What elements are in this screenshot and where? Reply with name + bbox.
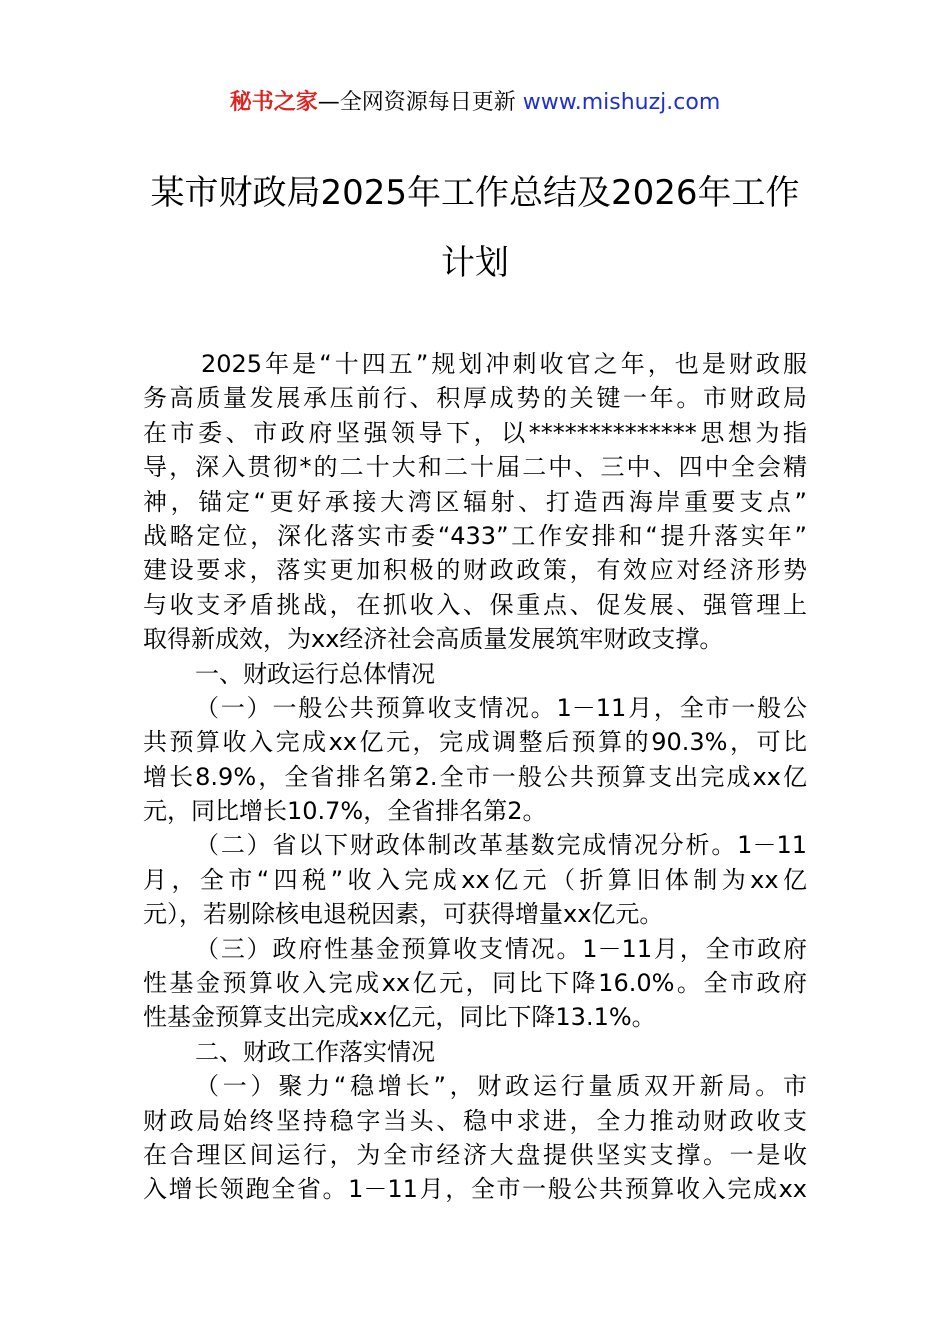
paragraph-line: 元，同比增长10.7%，全省排名第2。 bbox=[143, 797, 547, 826]
title-line-1: 某市财政局2025年工作总结及2026年工作 bbox=[150, 173, 800, 213]
document-title bbox=[120, 158, 830, 298]
site-header bbox=[0, 86, 950, 120]
paragraph-line: 月，全市“四税”收入完成xx亿元（折算旧体制为xx亿 bbox=[143, 865, 807, 894]
paragraph-line: 战略定位，深化落实市委“433”工作安排和“提升落实年” bbox=[143, 521, 807, 550]
paragraph-line: 增长8.9%，全省排名第2.全市一般公共预算支出完成xx亿 bbox=[143, 762, 807, 791]
paragraph-line: 建设要求，落实更加积极的财政政策，有效应对经济形势 bbox=[143, 556, 807, 585]
paragraph-line: 导，深入贯彻*的二十大和二十届二中、三中、四中全会精 bbox=[143, 453, 807, 482]
section-heading: 一、财政运行总体情况 bbox=[195, 659, 435, 688]
paragraph-line: 神，锚定“更好承接大湾区辐射、打造西海岸重要支点” bbox=[143, 487, 807, 516]
paragraph-line: （三）政府性基金预算收支情况。1－11月，全市政府 bbox=[195, 934, 807, 963]
paragraph-line: 在市委、市政府坚强领导下，以**************思想为指 bbox=[143, 418, 807, 447]
paragraph-line: 在合理区间运行，为全市经济大盘提供坚实支撑。一是收 bbox=[143, 1140, 807, 1169]
paragraph-line: （一）聚力“稳增长”，财政运行量质双开新局。市 bbox=[195, 1072, 807, 1101]
paragraph-line: 财政局始终坚持稳字当头、稳中求进，全力推动财政收支 bbox=[143, 1106, 807, 1135]
document-body bbox=[143, 347, 807, 1207]
brand-name: 秘书之家 bbox=[229, 90, 318, 115]
paragraph-line: 务高质量发展承压前行、积厚成势的关键一年。市财政局 bbox=[143, 384, 807, 413]
paragraph-line: 入增长领跑全省。1－11月，全市一般公共预算收入完成xx bbox=[143, 1175, 807, 1204]
paragraph-line: 2025年是“十四五”规划冲刺收官之年，也是财政服 bbox=[201, 350, 807, 378]
paragraph-line: （二）省以下财政体制改革基数完成情况分析。1－11 bbox=[195, 831, 807, 860]
paragraph-line: 元），若剔除核电退税因素，可获得增量xx亿元。 bbox=[143, 900, 664, 929]
section-heading: 二、财政工作落实情况 bbox=[195, 1037, 435, 1066]
paragraph-line: 性基金预算支出完成xx亿元，同比下降13.1%。 bbox=[143, 1003, 656, 1032]
paragraph-line: 与收支矛盾挑战，在抓收入、保重点、促发展、强管理上 bbox=[143, 590, 807, 619]
paragraph-line: 共预算收入完成xx亿元，完成调整后预算的90.3%，可比 bbox=[143, 728, 807, 757]
header-tagline: —全网资源每日更新 bbox=[317, 90, 523, 115]
site-link[interactable]: www.mishuzj.com bbox=[522, 90, 721, 115]
paragraph-line: 性基金预算收入完成xx亿元，同比下降16.0%。全市政府 bbox=[143, 969, 807, 998]
title-line-2: 计划 bbox=[441, 243, 509, 283]
paragraph-line: 取得新成效，为xx经济社会高质量发展筑牢财政支撑。 bbox=[143, 625, 724, 654]
paragraph-line: （一）一般公共预算收支情况。1－11月，全市一般公 bbox=[195, 693, 807, 722]
